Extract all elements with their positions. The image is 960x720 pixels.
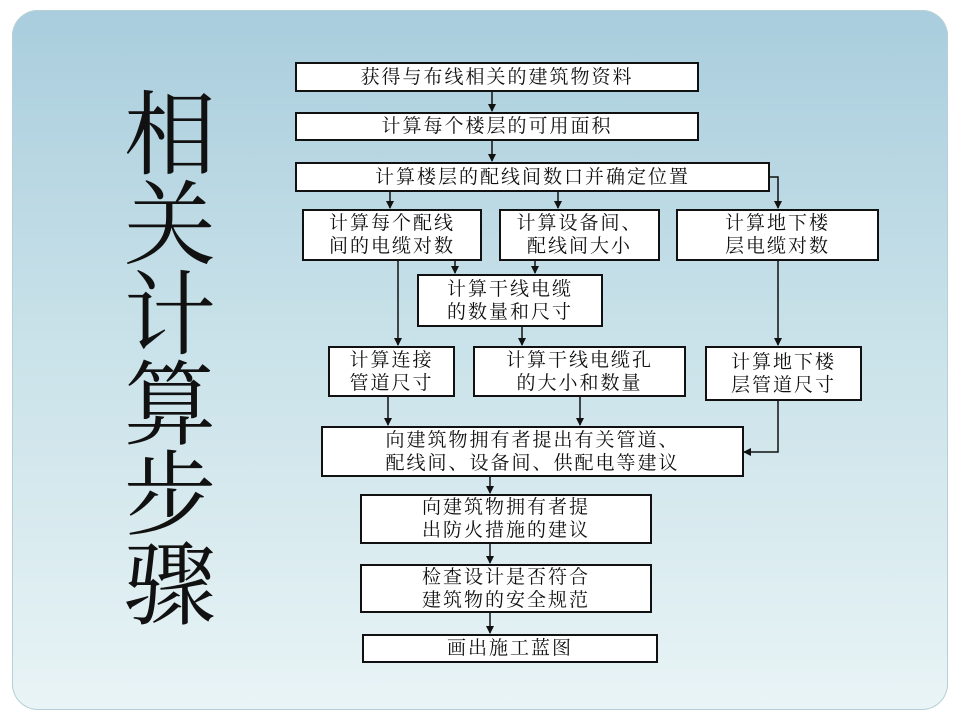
title-char: 骤 bbox=[123, 532, 216, 639]
step-room-sizes: 计算设备间、 配线间大小 bbox=[499, 209, 660, 261]
step-floor-usable-area: 计算每个楼层的可用面积 bbox=[295, 112, 699, 141]
title-char: 步 bbox=[123, 442, 216, 549]
step-draw-blueprint: 画出施工蓝图 bbox=[362, 634, 658, 663]
title-char: 计 bbox=[123, 262, 216, 369]
step-recommend-to-owner: 向建筑物拥有者提出有关管道、 配线间、设备间、供配电等建议 bbox=[321, 426, 744, 477]
step-backbone-cable: 计算干线电缆 的数量和尺寸 bbox=[417, 274, 603, 327]
step-backbone-cable-holes: 计算干线电缆孔 的大小和数量 bbox=[473, 346, 686, 397]
arrow-s6c-s7 bbox=[744, 400, 778, 452]
step-basement-cable-pairs: 计算地下楼 层电缆对数 bbox=[676, 209, 879, 261]
step-safety-check: 检查设计是否符合 建筑物的安全规范 bbox=[360, 564, 652, 613]
step-get-building-data: 获得与布线相关的建筑物资料 bbox=[295, 62, 699, 92]
arrow-s3-s4c bbox=[770, 177, 778, 208]
step-basement-conduit: 计算地下楼 层管道尺寸 bbox=[705, 346, 862, 401]
title-char: 相 bbox=[123, 82, 216, 189]
title-char: 算 bbox=[123, 352, 216, 459]
step-connection-conduit: 计算连接 管道尺寸 bbox=[328, 346, 455, 397]
title-char: 关 bbox=[123, 172, 216, 279]
step-wiring-closets-location: 计算楼层的配线间数口并确定位置 bbox=[295, 162, 770, 192]
step-cable-pairs-per-closet: 计算每个配线 间的电缆对数 bbox=[302, 209, 482, 261]
step-fire-prevention: 向建筑物拥有者提 出防火措施的建议 bbox=[360, 494, 652, 544]
